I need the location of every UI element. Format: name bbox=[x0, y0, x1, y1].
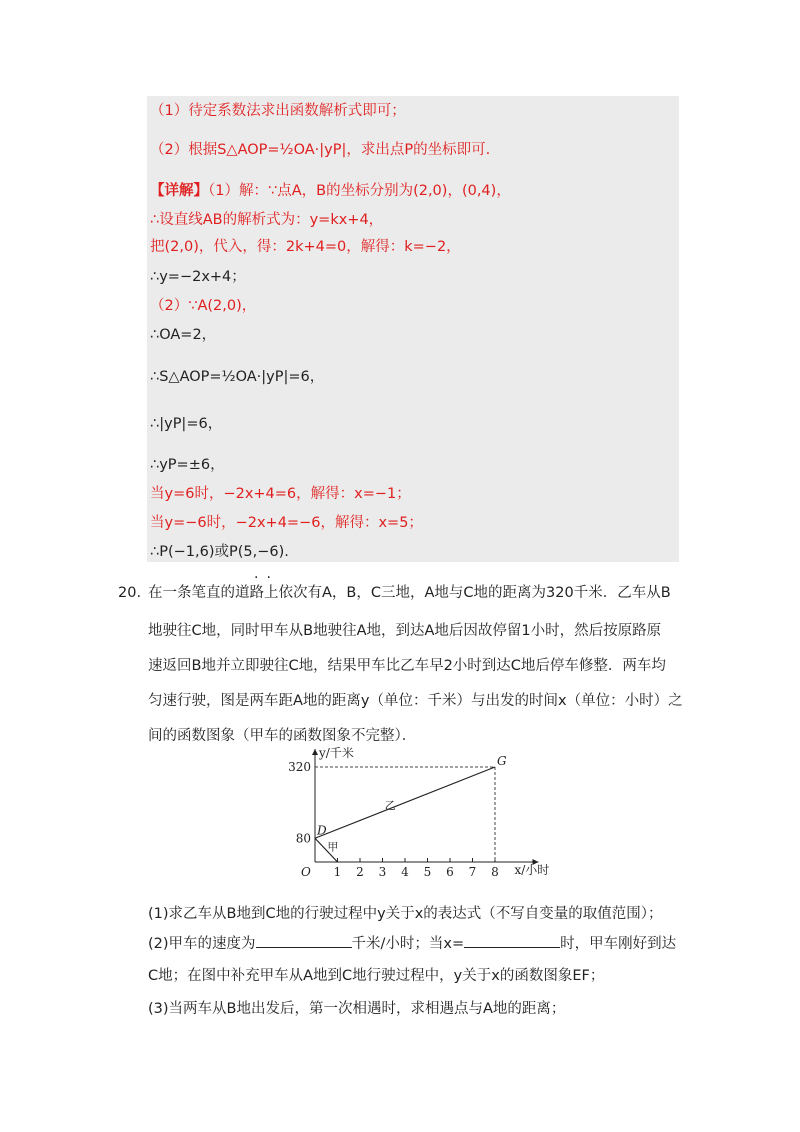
solution-line-10: ∴yP=±6， bbox=[150, 457, 225, 473]
detail-line-1: 【详解】（1）解：∵点A，B的坐标分别为(2,0)，(0,4)， bbox=[150, 183, 511, 199]
hint-line-1: （1）待定系数法求出函数解析式即可； bbox=[150, 103, 406, 119]
solution-line-13: ∴P(−1,6)或P(5,−6). bbox=[150, 544, 289, 560]
question-line-4: 匀速行驶，图是两车距A地的距离y（单位：千米）与出发的时间x（单位：小时）之 bbox=[148, 693, 683, 709]
solution-line-8: ∴S△AOP=½OA·|yP|=6， bbox=[150, 369, 325, 385]
x-answer-blank[interactable] bbox=[464, 933, 560, 948]
question-line-1: 在一条笔直的道路上依次有A，B，C三地，A地与C地的距离为320千米．乙车从B bbox=[148, 585, 671, 601]
part-3: (3)当两车从B地出发后，第一次相遇时，求相遇点与A地的距离； bbox=[148, 1001, 566, 1017]
series-line-1 bbox=[315, 767, 495, 838]
series-label-jia: 甲 bbox=[327, 840, 339, 854]
question-number: 20. bbox=[118, 585, 142, 601]
solution-line-9: ∴|yP|=6， bbox=[150, 416, 223, 432]
question-line-2: 地驶往C地，同时甲车从B地驶往A地，到达A地后因故停留1小时，然后按原路原 bbox=[148, 623, 662, 639]
y-tick-label: 80 bbox=[295, 831, 311, 846]
x-tick-label: 6 bbox=[446, 865, 454, 879]
solution-line-11: 当y=6时，−2x+4=6，解得：x=−1； bbox=[150, 486, 411, 502]
x-tick-label: 7 bbox=[468, 865, 477, 879]
distance-time-graph bbox=[285, 745, 555, 880]
origin-label: O bbox=[301, 865, 311, 879]
solution-line-4: 把(2,0)，代入，得：2k+4=0，解得：k=−2， bbox=[150, 239, 461, 255]
part-2-cont: C地；在图中补充甲车从A地到C地行驶过程中，y关于x的函数图象EF； bbox=[148, 968, 605, 984]
question-line-3: 速返回B地并立即驶往C地，结果甲车比乙车早2小时到达C地后停车修整．两车均 bbox=[148, 658, 666, 674]
solution-line-6: （2）∵A(2,0)， bbox=[150, 298, 257, 314]
hint-line-2: （2）根据S△AOP=½OA·|yP|，求出点P的坐标即可. bbox=[150, 142, 491, 158]
point-label-d: D bbox=[317, 823, 327, 838]
emphasis-dots: ·· bbox=[254, 570, 279, 586]
speed-answer-blank[interactable] bbox=[256, 933, 352, 948]
point-label-g: G bbox=[497, 754, 507, 768]
x-tick-label: 5 bbox=[423, 865, 432, 879]
detail-tag: 【详解】 bbox=[150, 183, 208, 199]
solution-line-3: ∴设直线AB的解析式为：y=kx+4， bbox=[150, 212, 384, 228]
x-axis-label: x/小时 bbox=[514, 863, 550, 877]
x-tick-label: 2 bbox=[356, 865, 364, 879]
part-2-line: (2)甲车的速度为 千米/小时；当x= 时，甲车刚好到达 bbox=[148, 933, 676, 955]
x-tick-label: 8 bbox=[491, 865, 499, 879]
y-axis-label: y/千米 bbox=[319, 746, 354, 760]
x-tick-label: 3 bbox=[378, 865, 387, 879]
solution-line-7: ∴OA=2， bbox=[150, 327, 217, 343]
x-tick-label: 4 bbox=[401, 865, 409, 879]
solution-line-5: ∴y=−2x+4； bbox=[150, 269, 246, 285]
y-tick-label: 320 bbox=[288, 760, 311, 774]
question-line-5: 间的函数图象（甲车的函数图象不完整）． bbox=[148, 728, 417, 744]
part-1: (1)求乙车从B地到C地的行驶过程中y关于x的表达式（不写自变量的取值范围）； bbox=[148, 906, 663, 922]
solution-line-12: 当y=−6时，−2x+4=−6，解得：x=5； bbox=[150, 515, 423, 531]
series-label-yi: 乙 bbox=[384, 799, 396, 813]
x-tick-label: 1 bbox=[333, 865, 342, 879]
